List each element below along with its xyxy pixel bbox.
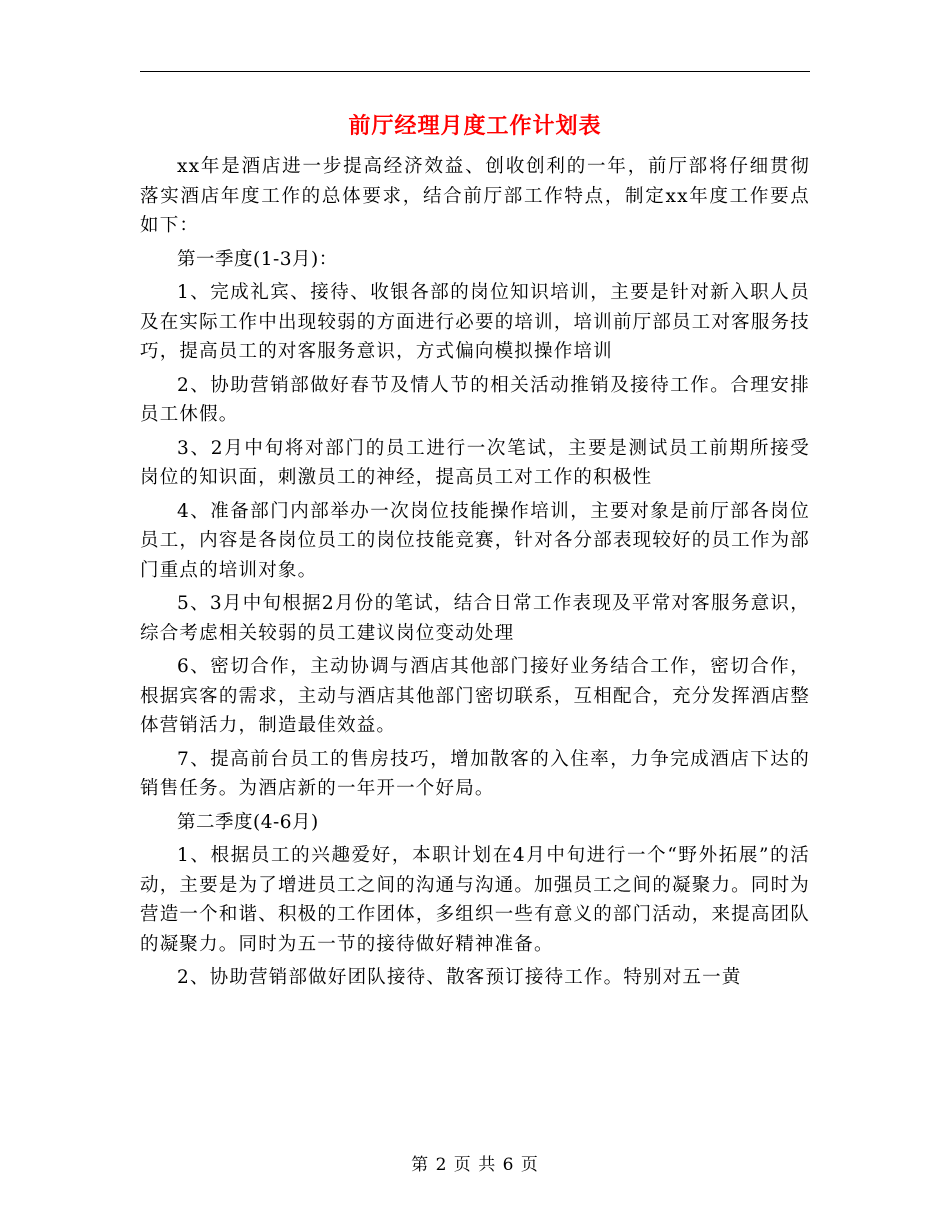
page-title: 前厅经理月度工作计划表 bbox=[348, 113, 602, 139]
q2-heading: 第二季度(4-6月) bbox=[177, 811, 319, 833]
q1-heading: 第一季度(1-3月)： bbox=[177, 248, 338, 270]
q1-item-3: 3、2月中旬将对部门的员工进行一次笔试，主要是测试员工前期所接受岗位的知识面，刺激员工的神经，提高员工对工作的积极性 bbox=[140, 437, 810, 488]
q1-item-1: 1、完成礼宾、接待、收银各部的岗位知识培训，主要是针对新入职人员及在实际工作中出现较弱的方面进行必要的培训，培训前厅部员工对客服务技巧，提高员工的对客服务意识，方式偏向模拟操作培训 bbox=[140, 282, 810, 362]
q1-item-7: 7、提高前台员工的售房技巧，增加散客的入住率，力争完成酒店下达的销售任务。为酒店新的一年开一个好局。 bbox=[140, 748, 810, 799]
q2-item-1: 1、根据员工的兴趣爱好，本职计划在4月中旬进行一个“野外拓展”的活动，主要是为了增进员工之间的沟通与沟通。加强员工之间的凝聚力。同时为营造一个和谐、积极的工作团体，多组织一些有意义的部门活动，来提高团队的凝聚力。同时为五一节的接待做好精神准备。 bbox=[140, 845, 810, 955]
q2-item-2: 2、协助营销部做好团队接待、散客预订接待工作。特别对五一黄 bbox=[177, 967, 742, 988]
page-number: 第 2 页 共 6 页 bbox=[411, 1155, 539, 1175]
q1-item-4: 4、准备部门内部举办一次岗位技能操作培训，主要对象是前厅部各岗位员工，内容是各岗位员工的岗位技能竞赛，针对各分部表现较好的员工作为部门重点的培训对象。 bbox=[140, 500, 810, 581]
q1-item-6: 6、密切合作，主动协调与酒店其他部门接好业务结合工作，密切合作，根据宾客的需求，主动与酒店其他部门密切联系，互相配合，充分发挥酒店整体营销活力，制造最佳效益。 bbox=[140, 656, 810, 736]
q1-item-2: 2、协助营销部做好春节及情人节的相关活动推销及接待工作。合理安排员工休假。 bbox=[140, 374, 810, 425]
intro-paragraph: xx年是酒店进一步提高经济效益、创收创利的一年，前厅部将仔细贯彻落实酒店年度工作的总体要求，结合前厅部工作特点，制定xx年度工作要点如下： bbox=[140, 156, 810, 236]
q1-item-5: 5、3月中旬根据2月份的笔试，结合日常工作表现及平常对客服务意识，综合考虑相关较弱的员工建议岗位变动处理 bbox=[140, 593, 810, 644]
header-rule bbox=[140, 71, 810, 72]
document-body bbox=[140, 152, 810, 997]
